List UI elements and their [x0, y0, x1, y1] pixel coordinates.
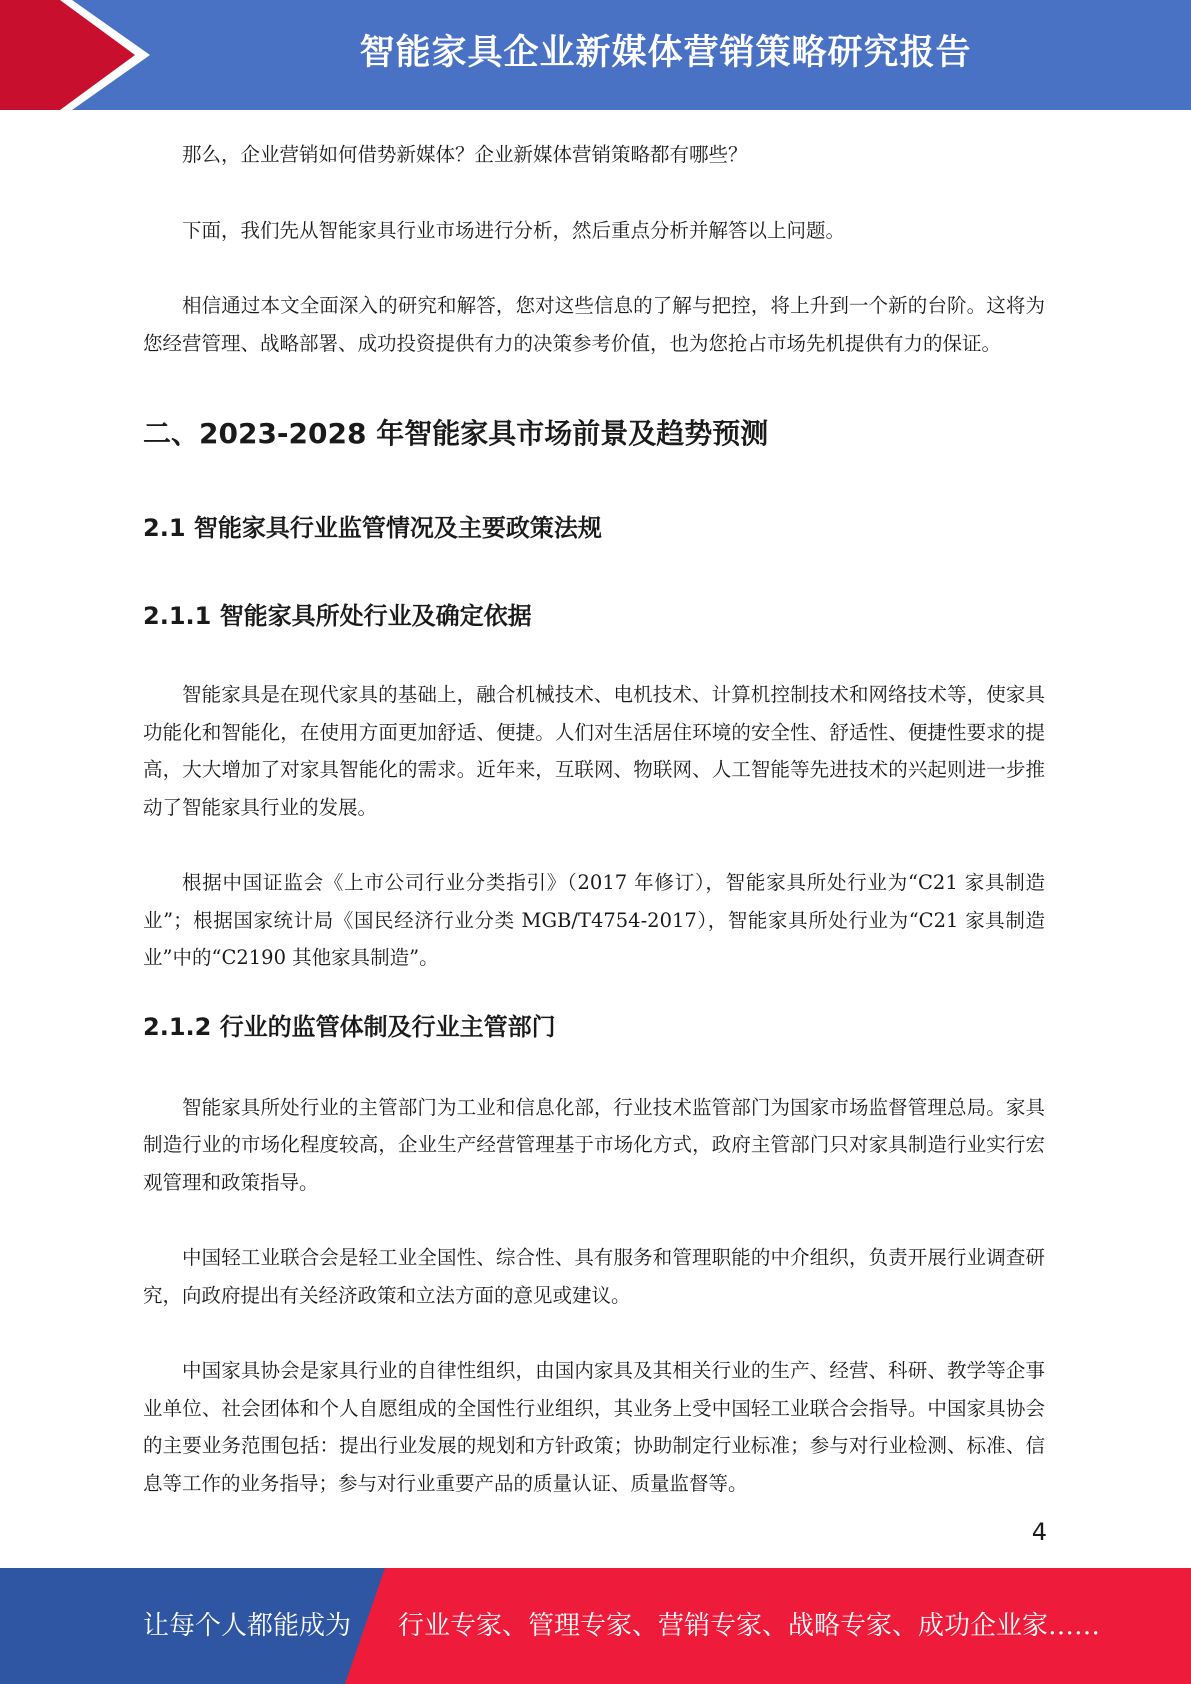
document-body [143, 136, 1045, 1502]
footer-slogan-left: 让每个人都能成为 [143, 1611, 352, 1641]
footer-band [0, 1568, 1191, 1684]
page-number: 4 [1031, 1518, 1047, 1546]
header-band [0, 0, 1191, 110]
subsection-heading-2-1: 2.1 智能家具行业监管情况及主要政策法规 [143, 514, 602, 542]
footer-slogan-right: 行业专家、管理专家、营销专家、战略专家、成功企业家…… [398, 1611, 1101, 1641]
paragraph-industry-classification: 根据中国证监会《上市公司行业分类指引》（2017 年修订），智能家具所处行业为“C21 家具制造业”；根据国家统计局《国民经济行业分类 MGB/T4754-2017），智能家具所处行业为“C21 家具制造业”中的“C2190 其他家具制造”。 [143, 871, 1045, 969]
section-heading-2: 二、2023-2028 年智能家具市场前景及趋势预测 [143, 417, 769, 450]
paragraph-regulatory-authority: 智能家具所处行业的主管部门为工业和信息化部，行业技术监管部门为国家市场监督管理总局。家具制造行业的市场化程度较高，企业生产经营管理基于市场化方式，政府主管部门只对家具制造行业实行宏观管理和政策指导。 [143, 1095, 1045, 1194]
paragraph-intro-question: 那么，企业营销如何借势新媒体？企业新媒体营销策略都有哪些？ [182, 143, 748, 166]
paragraph-smart-furniture-definition: 智能家具是在现代家具的基础上，融合机械技术、电机技术、计算机控制技术和网络技术等，使家具功能化和智能化，在使用方面更加舒适、便捷。人们对生活居住环境的安全性、舒适性、便捷性要求的提高，大大增加了对家具智能化的需求。近年来，互联网、物联网、人工智能等先进技术的兴起则进一步推动了智能家具行业的发展。 [143, 683, 1045, 819]
paragraph-intro-value: 相信通过本文全面深入的研究和解答，您对这些信息的了解与把控，将上升到一个新的台阶。这将为您经营管理、战略部署、成功投资提供有力的决策参考价值，也为您抢占市场先机提供有力的保证。 [143, 294, 1045, 355]
paragraph-intro-plan: 下面，我们先从智能家具行业市场进行分析，然后重点分析并解答以上问题。 [182, 218, 846, 242]
subsection-heading-2-1-1: 2.1.1 智能家具所处行业及确定依据 [143, 602, 532, 630]
subsection-heading-2-1-2: 2.1.2 行业的监管体制及行业主管部门 [143, 1012, 556, 1041]
paragraph-light-industry-federation: 中国轻工业联合会是轻工业全国性、综合性、具有服务和管理职能的中介组织，负责开展行业调查研究，向政府提出有关经济政策和立法方面的意见或建议。 [143, 1246, 1045, 1307]
paragraph-furniture-association: 中国家具协会是家具行业的自律性组织，由国内家具及其相关行业的生产、经营、科研、教学等企事业单位、社会团体和个人自愿组成的全国性行业组织，其业务上受中国轻工业联合会指导。中国家具协会的主要业务范围包括：提出行业发展的规划和方针政策；协助制定行业标准；参与对行业检测、标准、信息等工作的业务指导；参与对行业重要产品的质量认证、质量监督等。 [143, 1359, 1045, 1495]
header-chevron-icon [0, 0, 160, 110]
report-title: 智能家具企业新媒体营销策略研究报告 [359, 33, 972, 73]
